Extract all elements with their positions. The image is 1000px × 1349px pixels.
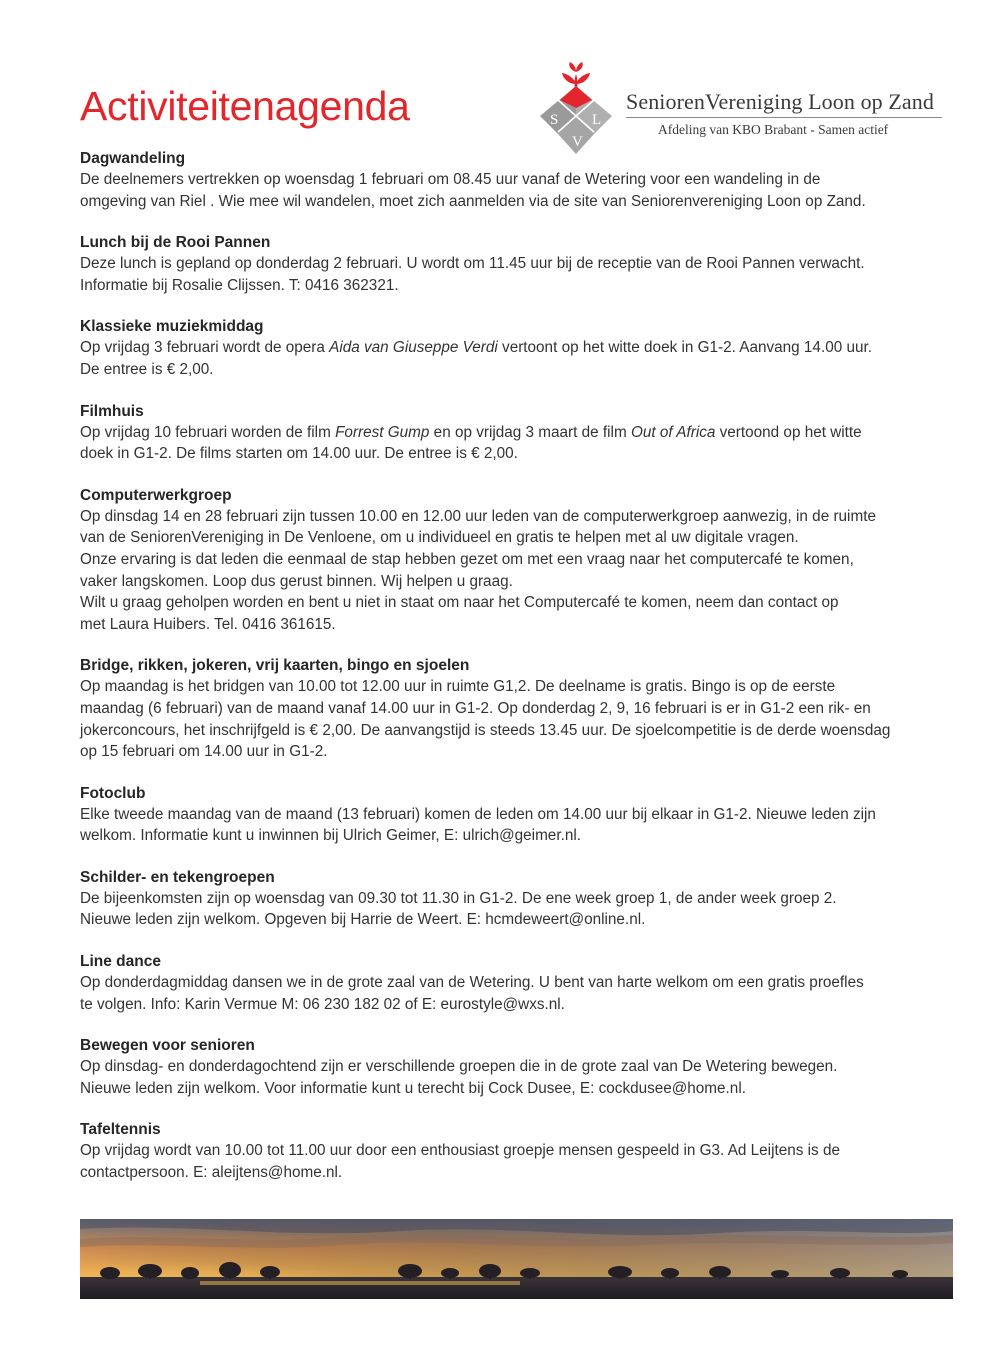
activity-title: Bewegen voor senioren	[80, 1037, 255, 1055]
activity-title: Filmhuis	[80, 402, 144, 420]
activity-computerwerkgroep	[80, 485, 960, 636]
logo-letter-s: S	[550, 112, 559, 128]
activity-title: Dagwandeling	[80, 150, 186, 167]
activity-text: Op vrijdag wordt van 10.00 tot 11.00 uur door een enthousiast groepje mensen gespeeld in G3. Ad Leijtens is de contactpersoon. E: aleijtens@home.nl.	[80, 1142, 840, 1182]
logo-divider	[626, 117, 942, 118]
film-title: Out of Africa	[630, 423, 716, 441]
activity-dagwandeling	[80, 148, 960, 212]
page-title: Activiteitenagenda	[80, 83, 410, 129]
activity-text: Op donderdagmiddag dansen we in de grote zaal van de Wetering. U bent van harte welkom om een gratis proefles te volgen. Info: Karin Vermue M: 06 230 182 02 of E: eurostyle@wxs.nl.	[80, 974, 864, 1013]
sunset-landscape-photo	[80, 1219, 953, 1299]
organization-logo	[530, 62, 950, 158]
activity-text: Elke tweede maandag van de maand (13 februari) komen de leden om 14.00 uur bij elkaar in G1-2. Nieuwe leden zijn welkom. Informatie kunt u inwinnen bij Ulrich Geimer, E: ulrich@geimer.nl.	[80, 805, 876, 845]
activity-schildergroepen	[80, 867, 960, 931]
activity-title: Line dance	[80, 953, 161, 971]
activity-title: Bridge, rikken, jokeren, vrij kaarten, bingo en sjoelen	[80, 657, 470, 675]
organization-name: SeniorenVereniging Loon op Zand	[626, 89, 934, 114]
opera-title: Aida van Giuseppe Verdi	[329, 339, 498, 357]
film-title: Forrest Gump	[335, 423, 430, 441]
activity-line-dance	[80, 951, 960, 1015]
activity-muziekmiddag	[80, 316, 960, 380]
activity-bewegen	[80, 1035, 960, 1099]
activity-filmhuis	[80, 401, 960, 465]
activity-lunch	[80, 232, 960, 296]
activity-title: Lunch bij de Rooi Pannen	[80, 234, 271, 252]
activity-text: De bijeenkomsten zijn op woensdag van 09.30 tot 11.30 in G1-2. De ene week groep 1, de ander week groep 2. Nieuwe leden zijn welkom. Opgeven bij Harrie de Weert. E: hcmdeweert@online.nl.	[80, 889, 837, 929]
activity-text: Op vrijdag 10 februari worden de film Forrest Gump en op vrijdag 3 maart de film Out of Africa vertoond op het witte doek in G1-2. De films starten om 14.00 uur. De entree is € 2,00.	[80, 423, 862, 463]
activity-title: Klassieke muziekmiddag	[80, 318, 264, 336]
activity-text: Op vrijdag 3 februari wordt de opera Aida van Giuseppe Verdi vertoont op het witte doek in G1-2. Aanvang 14.00 uur. De entree is € 2,00.	[80, 339, 872, 378]
activity-text: Op maandag is het bridgen van 10.00 tot 12.00 uur in ruimte G1,2. De deelname is gratis. Bingo is op de eerste maandag (6 februari) van de maand vanaf 14.00 uur in G1-2. Op donderdag 2, 9, 16 februari is er in G1-2 een rik- en jokerconcours, het inschrijfgeld is € 2,00. De aanvangstijd is steeds 13.45 uur. De sjoelcompetitie is de derde woensdag op 15 februari om 14.00 uur in G1-2.	[80, 678, 891, 761]
activity-title: Computerwerkgroep	[80, 486, 232, 504]
activity-text: Op dinsdag- en donderdagochtend zijn er verschillende groepen die in de grote zaal van De Wetering bewegen. Nieuwe leden zijn welkom. Voor informatie kunt u terecht bij Cock Dusee, E: cockdusee@home.nl.	[80, 1058, 838, 1097]
activity-kaarten-bingo	[80, 655, 960, 762]
activity-text: De deelnemers vertrekken op woensdag 1 februari om 08.45 uur vanaf de Wetering voor een wandeling in de omgeving van Riel . Wie mee wil wandelen, moet zich aanmelden via de site van Seniorenvereniging Loon op Zand.	[80, 171, 866, 210]
activity-title: Tafeltennis	[80, 1121, 161, 1139]
logo-letter-l: L	[592, 112, 602, 128]
activity-text: Op dinsdag 14 en 28 februari zijn tussen 10.00 en 12.00 uur leden van de computerwerkgroep aanwezig, in de ruimte van de SeniorenVereniging in De Venloene, om u individueel en gratis te helpen met al uw digitale vragen. Onze ervaring is dat leden die eenmaal de stap hebben gezet om met een vraag naar het computercafé te komen, vaker langskomen. Loop dus gerust binnen. Wij helpen u graag. Wilt u graag geholpen worden en bent u niet in staat om naar het Computercafé te komen, neem dan contact op met Laura Huibers. Tel. 0416 361615.	[80, 507, 876, 633]
organization-subtitle: Afdeling van KBO Brabant - Samen actief	[658, 122, 889, 137]
activity-title: Schilder- en tekengroepen	[80, 868, 275, 886]
activity-text: Deze lunch is gepland op donderdag 2 februari. U wordt om 11.45 uur bij de receptie van de Rooi Pannen verwacht. Informatie bij Rosalie Clijssen. T: 0416 362321.	[80, 255, 865, 294]
sunset-landscape-icon	[80, 1219, 953, 1299]
activity-title: Fotoclub	[80, 784, 146, 802]
logo-letter-v: V	[572, 134, 583, 150]
activity-list	[80, 148, 960, 1204]
activity-fotoclub	[80, 783, 960, 847]
svl-diamond-logo-icon	[530, 62, 622, 158]
activity-tafeltennis	[80, 1119, 960, 1183]
